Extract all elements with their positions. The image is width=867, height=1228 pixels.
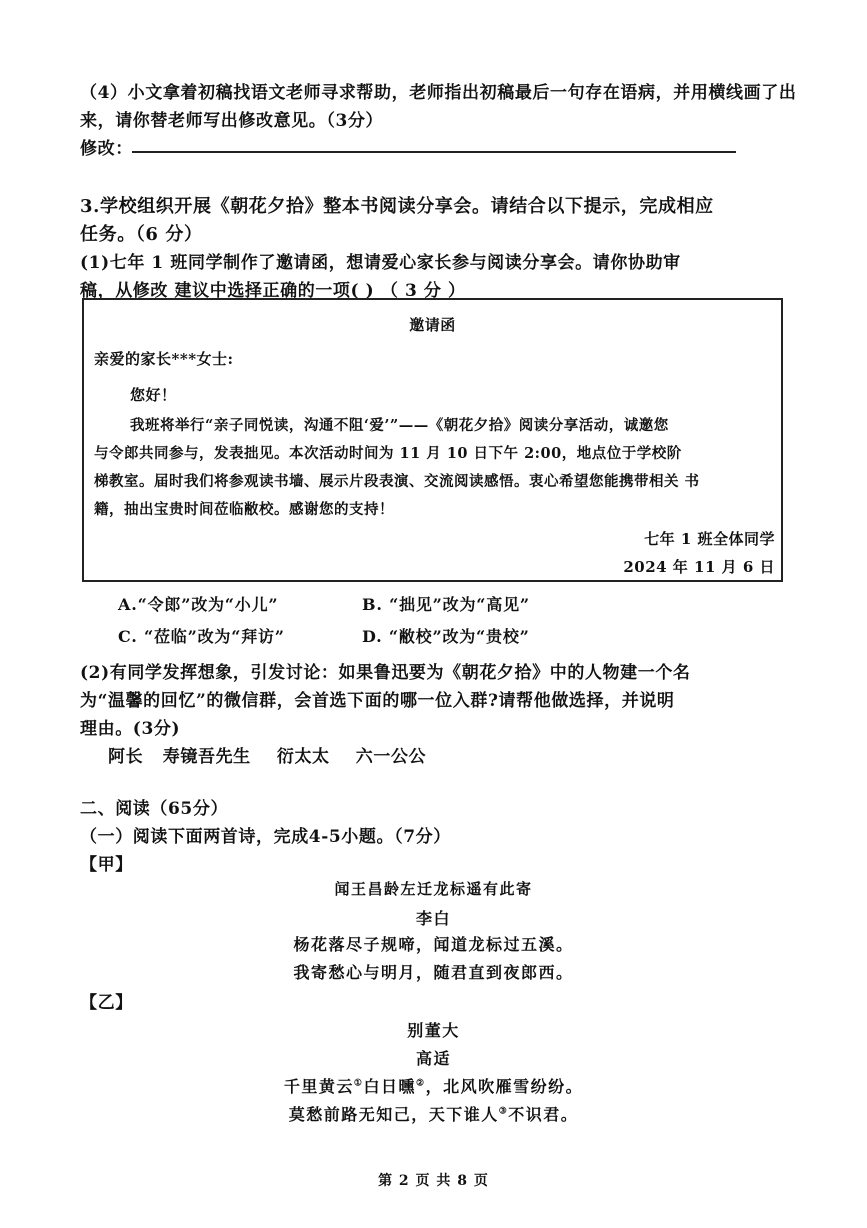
section-2-heading: 二、阅读（65分） — [80, 799, 229, 819]
poem-b-line2-b: 不识君。 — [508, 1105, 579, 1124]
q3-sub2-line1: (2)有同学发挥想象，引发讨论：如果鲁迅要为《朝花夕拾》中的人物建一个名 — [80, 663, 691, 683]
footnote-marker-1: ① — [353, 1078, 364, 1089]
poem-b-line2 — [0, 1102, 867, 1125]
q4-line1: （4）小文拿着初稿找语文老师寻求帮助，老师指出初稿最后一句存在语病，并用横线画了出 — [80, 83, 797, 103]
invitation-box — [82, 298, 783, 582]
poem-a-line2: 我寄愁心与明月，随君直到夜郎西。 — [293, 963, 574, 982]
character-3: 衍太太 — [276, 747, 330, 767]
answer-blank-line — [132, 151, 736, 153]
character-list — [108, 742, 426, 767]
invitation-body-1: 我班将举行“亲子同悦读，沟通不阻‘爱’”——《朝花夕拾》阅读分享活动，诚邀您 — [130, 417, 669, 434]
invitation-greeting: 亲爱的家长***女士: — [94, 350, 234, 368]
section-2-part1: （一）阅读下面两首诗，完成4-5小题。（7分） — [80, 827, 451, 847]
footnote-marker-2: ② — [416, 1078, 426, 1089]
option-c: C. “莅临”改为“拜访” — [118, 627, 285, 646]
poem-a-label: 【甲】 — [80, 855, 133, 875]
option-b: B. “拙见”改为“高见” — [362, 595, 530, 614]
q3-title-line2: 任务。（6 分） — [80, 224, 203, 245]
invitation-body-3: 梯教室。届时我们将参观读书墙、展示片段表演、交流阅读感悟。衷心希望您能携带相关 书 — [94, 473, 700, 490]
invitation-title: 邀请函 — [409, 316, 456, 334]
q3-sub2-line3: 理由。(3分) — [80, 719, 181, 739]
invitation-date: 2024 年 11 月 6 日 — [623, 558, 775, 576]
poem-b-label: 【乙】 — [80, 993, 133, 1013]
q3-sub1-line2: 稿，从修改 建议中选择正确的一项( ) （ 3 分 ） — [80, 281, 466, 301]
poem-b-line1-c: ，北风吹雁雪纷纷。 — [425, 1077, 584, 1096]
invitation-body-4: 籍，抽出宝贵时间莅临敝校。感谢您的支持！ — [94, 501, 394, 518]
poem-a-title: 闻王昌龄左迁龙标遥有此寄 — [334, 880, 533, 898]
page-footer: 第 2 页 共 8 页 — [378, 1173, 489, 1189]
character-4: 六一公公 — [355, 747, 427, 767]
footnote-marker-3: ③ — [498, 1106, 509, 1117]
option-a: A.“令郎”改为“小儿” — [118, 595, 279, 614]
poem-a-author: 李白 — [415, 909, 451, 928]
poem-b-author: 高适 — [415, 1049, 451, 1068]
poem-b-line1-b: 白日曛 — [363, 1077, 416, 1096]
q3-sub1-line1: (1)七年 1 班同学制作了邀请函，想请爱心家长参与阅读分享会。请你协助审 — [80, 253, 681, 273]
poem-b-line1 — [0, 1074, 867, 1097]
q4-line2: 来，请你替老师写出修改意见。（3分） — [80, 111, 384, 131]
invitation-body-2: 与令郎共同参与，发表拙见。本次活动时间为 11 月 10 日下午 2:00，地点位于学校阶 — [94, 445, 682, 462]
q4-answer-label: 修改： — [80, 139, 133, 159]
poem-b-line1-a: 千里黄云 — [283, 1077, 354, 1096]
character-1: 阿长 — [108, 747, 144, 767]
invitation-hello: 您好！ — [130, 386, 177, 404]
option-d: D. “敝校”改为“贵校” — [362, 627, 530, 646]
invitation-signature: 七年 1 班全体同学 — [644, 530, 775, 548]
poem-a-line1: 杨花落尽子规啼，闻道龙标过五溪。 — [293, 935, 574, 954]
poem-b-line2-a: 莫愁前路无知己，天下谁人 — [288, 1105, 499, 1124]
character-2: 寿镜吾先生 — [162, 747, 251, 767]
poem-b-title: 别董大 — [407, 1021, 460, 1040]
q3-title-line1: 3.学校组织开展《朝花夕拾》整本书阅读分享会。请结合以下提示，完成相应 — [80, 196, 714, 217]
q3-sub2-line2: 为“温馨的回忆”的微信群，会首选下面的哪一位入群?请帮他做选择，并说明 — [80, 691, 675, 711]
